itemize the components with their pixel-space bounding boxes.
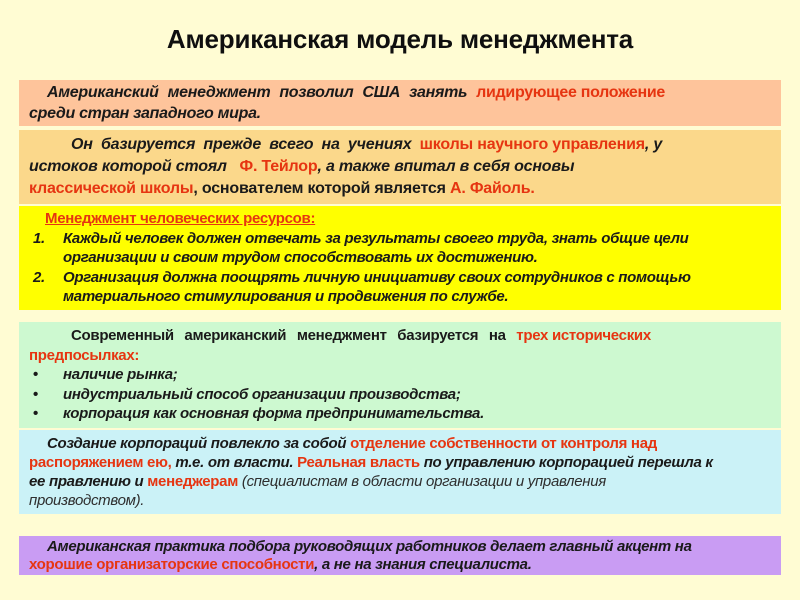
text-segment: истоков которой стоял: [29, 158, 240, 175]
text-segment: по управлению корпорацией перешла к: [419, 454, 713, 471]
text-box-selection-practice: [19, 536, 781, 575]
list-item-text: [63, 404, 771, 424]
text-segment: Американская практика подбора руководящих работников делает главный акцент на: [47, 538, 692, 555]
list-marker: •: [33, 385, 38, 403]
text-segment: материального стимулирования и продвижения по службе.: [63, 288, 509, 305]
text-box-us-leadership: [19, 80, 781, 126]
list-marker: 2.: [33, 268, 45, 286]
list-marker: 1.: [33, 229, 45, 247]
paragraph: [29, 538, 771, 573]
text-segment: наличие рынка;: [63, 366, 178, 383]
text-box-hr-management: [19, 206, 781, 310]
text-segment: Каждый человек должен отвечать за результаты своего труда, знать общие цели: [63, 229, 689, 247]
paragraph: [29, 434, 771, 510]
text-segment: Организация должна поощрять личную инициативу своих сотрудников с помощью: [63, 268, 691, 286]
text-segment: менеджерам: [147, 473, 238, 490]
text-segment: ее правлению и: [29, 473, 148, 490]
text-segment: отделение собственности от контроля над: [350, 435, 657, 452]
list-item-text: [63, 268, 771, 307]
text-segment: т.е. от власти.: [171, 454, 298, 471]
paragraph: [29, 326, 771, 365]
text-segment: распоряжением ею,: [29, 454, 172, 471]
text-segment: лидирующее положение: [476, 84, 666, 101]
text-segment: Создание корпораций повлекло за собой: [47, 435, 351, 452]
text-box-historical-premises: [19, 322, 781, 428]
text-box-corporations: [19, 430, 781, 514]
text-segment: Менеджмент человеческих ресурсов:: [45, 210, 316, 227]
list-item: [29, 268, 771, 307]
list-item: [29, 404, 771, 424]
list-item-text: [63, 229, 771, 268]
text-segment: Он базируется прежде всего на учениях: [71, 136, 420, 153]
list-item: [29, 229, 771, 268]
text-segment: корпорация как основная форма предпринимательства.: [63, 405, 484, 422]
slide-title: Американская модель менеджмента: [166, 24, 634, 54]
text-segment: (специалистам в области организации и управления: [238, 473, 606, 490]
text-segment: среди стран западного мира.: [29, 105, 261, 122]
paragraph: [29, 134, 771, 200]
paragraph: [29, 82, 771, 124]
text-segment: трех исторических: [516, 327, 651, 344]
text-segment: Американский менеджмент позволил США занять: [47, 84, 477, 101]
text-segment: , а также впитал в себя основы: [317, 158, 575, 175]
text-segment: предпосылках:: [29, 346, 140, 364]
text-box-scientific-school: [19, 130, 781, 204]
text-segment: классической школы: [29, 180, 194, 197]
list-marker: •: [33, 366, 38, 383]
text-segment: Ф. Тейлор: [239, 158, 318, 175]
list-marker: •: [33, 405, 38, 422]
text-segment: А. Файоль.: [450, 180, 535, 197]
text-segment: Современный американский менеджмент базируется на: [71, 327, 517, 344]
text-segment: хорошие организаторские способности: [29, 555, 315, 573]
text-segment: производством).: [29, 492, 145, 509]
text-segment: организации и своим трудом способствовать их достижению.: [63, 249, 538, 266]
paragraph: [29, 209, 771, 229]
list-item: [29, 365, 771, 385]
text-segment: , а не на знания специалиста.: [314, 555, 532, 573]
list-item-text: [63, 385, 771, 405]
text-segment: индустриальный способ организации производства;: [63, 385, 461, 403]
list-item-text: [63, 365, 771, 385]
text-segment: , основателем которой является: [193, 180, 450, 197]
text-segment: , у: [644, 136, 663, 153]
list-item: [29, 385, 771, 405]
text-segment: Реальная власть: [297, 454, 420, 471]
text-segment: школы научного управления: [419, 136, 645, 153]
